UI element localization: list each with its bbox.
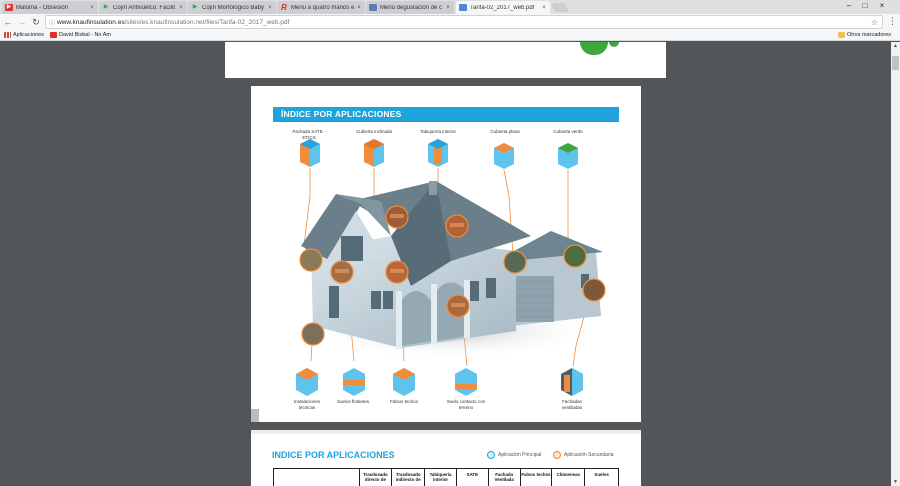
scroll-up-icon[interactable]: ▲ <box>893 43 898 49</box>
url-path: /sites/es.knaufinsulation.net/files/Tarifa-02_2017_web.pdf <box>124 18 290 26</box>
cube-icon <box>393 368 415 396</box>
minimize-icon[interactable]: – <box>846 1 852 10</box>
bookmarks-bar <box>0 30 900 41</box>
r-icon: R <box>281 3 287 12</box>
close-icon[interactable]: × <box>446 4 450 11</box>
browser-menu-icon[interactable]: ⋮ <box>888 16 897 26</box>
scroll-down-icon[interactable]: ▼ <box>893 479 898 485</box>
label-cubierta-inclinada: Cubierta inclinada <box>355 129 393 134</box>
close-icon[interactable]: × <box>357 4 361 11</box>
tab-strip <box>0 0 900 14</box>
scrollbar-thumb[interactable] <box>892 56 899 70</box>
label-tabiqueria-interior: Tabiquería interior <box>419 129 457 134</box>
browser-toolbar <box>0 14 900 30</box>
label-cubierta-verde: Cubierta verde <box>553 129 583 134</box>
pdf-icon <box>459 4 467 11</box>
pdf-page-3 <box>251 430 641 486</box>
window-close-icon[interactable]: × <box>879 1 885 10</box>
table-header-cell: Suelos <box>594 472 609 477</box>
page-edge-strip <box>251 409 259 422</box>
globe-icon <box>369 4 377 11</box>
tab-0[interactable]: ▶ Maluma - Obsesión × <box>2 1 98 14</box>
folder-icon <box>838 32 845 38</box>
label-fachadas-ventiladas: Fachadas ventiladas <box>561 399 583 410</box>
info-icon: ⓘ <box>49 20 56 27</box>
table-header-cell: Falsos techos <box>521 469 553 486</box>
bookmark-david-bisbal[interactable]: David Bisbal - No Am <box>50 32 111 38</box>
tab-5[interactable]: Tarifa-02_2017_web.pdf × <box>456 1 550 14</box>
address-bar[interactable] <box>45 15 883 29</box>
table-header-cell: Chimeneas <box>552 469 585 486</box>
cube-icon <box>561 368 583 396</box>
green-dot-decoration <box>609 42 619 47</box>
section-title-banner: ÍNDICE POR APLICACIONES <box>273 107 619 122</box>
bookmark-apps[interactable]: Aplicaciones <box>4 32 44 38</box>
label-suelo-contacto-terreno: Suelo contacto con terreno <box>446 399 486 410</box>
table-header-cell <box>274 469 360 486</box>
table-header-cell: Trasdosado directo de <box>360 469 393 486</box>
cube-icon <box>300 139 320 167</box>
cube-icon <box>364 139 384 167</box>
close-icon[interactable]: × <box>90 4 94 11</box>
table-title: INDICE POR APLICACIONES <box>272 450 395 460</box>
label-suelos-flotantes: Suelos flotantes <box>336 399 370 404</box>
vertical-scrollbar[interactable] <box>891 42 900 486</box>
cube-icon <box>558 143 578 169</box>
table-header-cell: Fachada Ventilada <box>489 469 521 486</box>
cube-icon <box>455 368 477 396</box>
label-fachada-sate: Fachada SATE - ETICS <box>292 129 326 140</box>
cube-icon <box>343 368 365 396</box>
label-cubierta-plana: Cubierta plana <box>490 129 520 134</box>
primary-dot-icon <box>487 451 495 459</box>
applications-table-header <box>273 468 619 486</box>
tab-3[interactable]: R Menú a quatro manos e × <box>277 1 365 14</box>
close-icon[interactable]: × <box>268 4 272 11</box>
house-illustration <box>251 86 641 422</box>
play-store-icon: ▶ <box>103 4 109 10</box>
reload-icon[interactable]: ↻ <box>32 16 40 27</box>
maximize-icon[interactable]: □ <box>862 1 868 10</box>
pdf-page-2 <box>251 86 641 422</box>
other-bookmarks[interactable]: Otros marcadores <box>838 32 891 38</box>
table-header-cell: Trasdosado indirecto de <box>392 469 425 486</box>
green-circle-decoration <box>580 42 608 55</box>
label-instalaciones-tecnicas: Instalaciones técnicas <box>293 399 321 410</box>
cube-icon <box>428 139 448 167</box>
play-store-icon: ▶ <box>192 4 198 10</box>
legend-secondary: Aplicación Secundaria <box>553 451 613 459</box>
url-host: www.knaufinsulation.es <box>57 18 125 26</box>
page-top-strip <box>251 430 641 434</box>
tab-2[interactable]: ▶ Cojín Morfológico Baby × <box>188 1 276 14</box>
cube-icon <box>296 368 318 396</box>
secondary-dot-icon <box>553 451 561 459</box>
forward-arrow-icon[interactable]: → <box>17 17 27 27</box>
pdf-page-1 <box>225 42 666 78</box>
bookmark-star-icon[interactable]: ☆ <box>870 17 878 27</box>
label-falsos-techos: Falsos techos <box>390 399 418 404</box>
tab-1[interactable]: ▶ Cojín Antivuelco: Facilit × <box>99 1 187 14</box>
new-tab-button[interactable] <box>551 3 568 12</box>
cube-icon <box>494 143 514 169</box>
legend-primary: Aplicación Principal <box>487 451 541 459</box>
table-header-cell: Tabiquería interior <box>425 469 457 486</box>
youtube-icon <box>50 32 57 38</box>
apps-grid-icon <box>4 32 11 38</box>
close-icon[interactable]: × <box>542 4 546 11</box>
youtube-icon: ▶ <box>6 4 12 10</box>
tab-4[interactable]: Menú degustación de c × <box>366 1 454 14</box>
back-arrow-icon[interactable]: ← <box>3 17 13 27</box>
close-icon[interactable]: × <box>179 4 183 11</box>
table-header-cell: SATE <box>457 469 489 486</box>
